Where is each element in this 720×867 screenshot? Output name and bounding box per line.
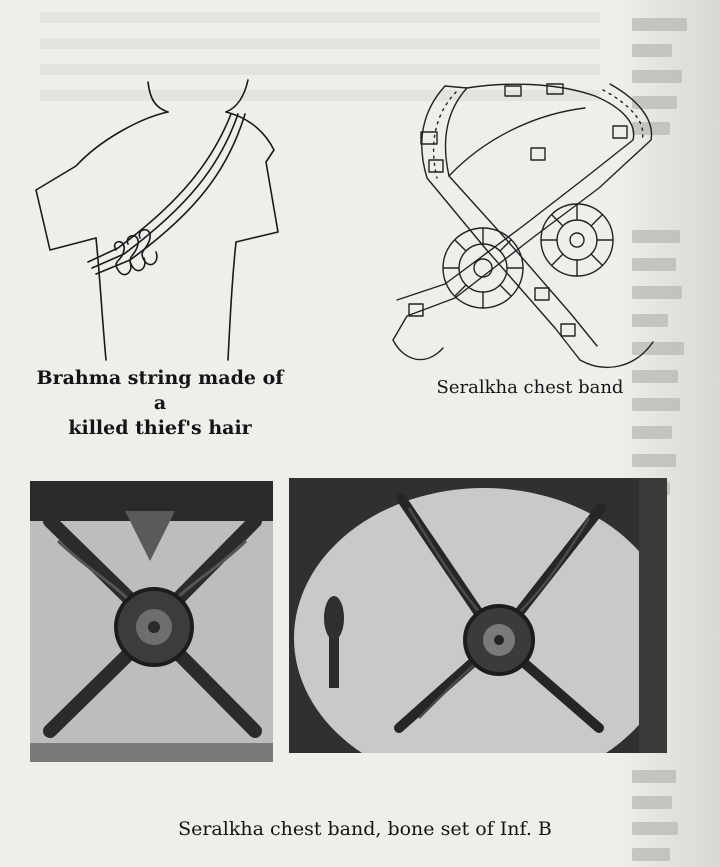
bleed-line [632, 44, 672, 57]
caption-seralkha-drawing: Seralkha chest band [436, 377, 624, 398]
bleed-line [632, 770, 676, 783]
bleed-line [632, 426, 672, 439]
caption-bottom: Seralkha chest band, bone set of Inf. B [178, 818, 552, 840]
bleed-line [632, 822, 678, 835]
bleed-line [632, 454, 676, 467]
bleed-line [632, 18, 687, 31]
caption-brahma-string [30, 366, 290, 441]
chest-band-photo-front [30, 481, 273, 762]
brahma-string-drawing [30, 72, 285, 362]
caption-line: killed thief's hair [68, 417, 252, 439]
caption-line: Brahma string made of a [36, 367, 284, 414]
seralkha-chest-band-drawing [385, 78, 670, 378]
bleed-line [632, 796, 672, 809]
chest-band-photo-wide [289, 478, 667, 753]
bleed-line [632, 848, 670, 861]
show-through-line [40, 38, 600, 49]
show-through-line [40, 12, 600, 23]
